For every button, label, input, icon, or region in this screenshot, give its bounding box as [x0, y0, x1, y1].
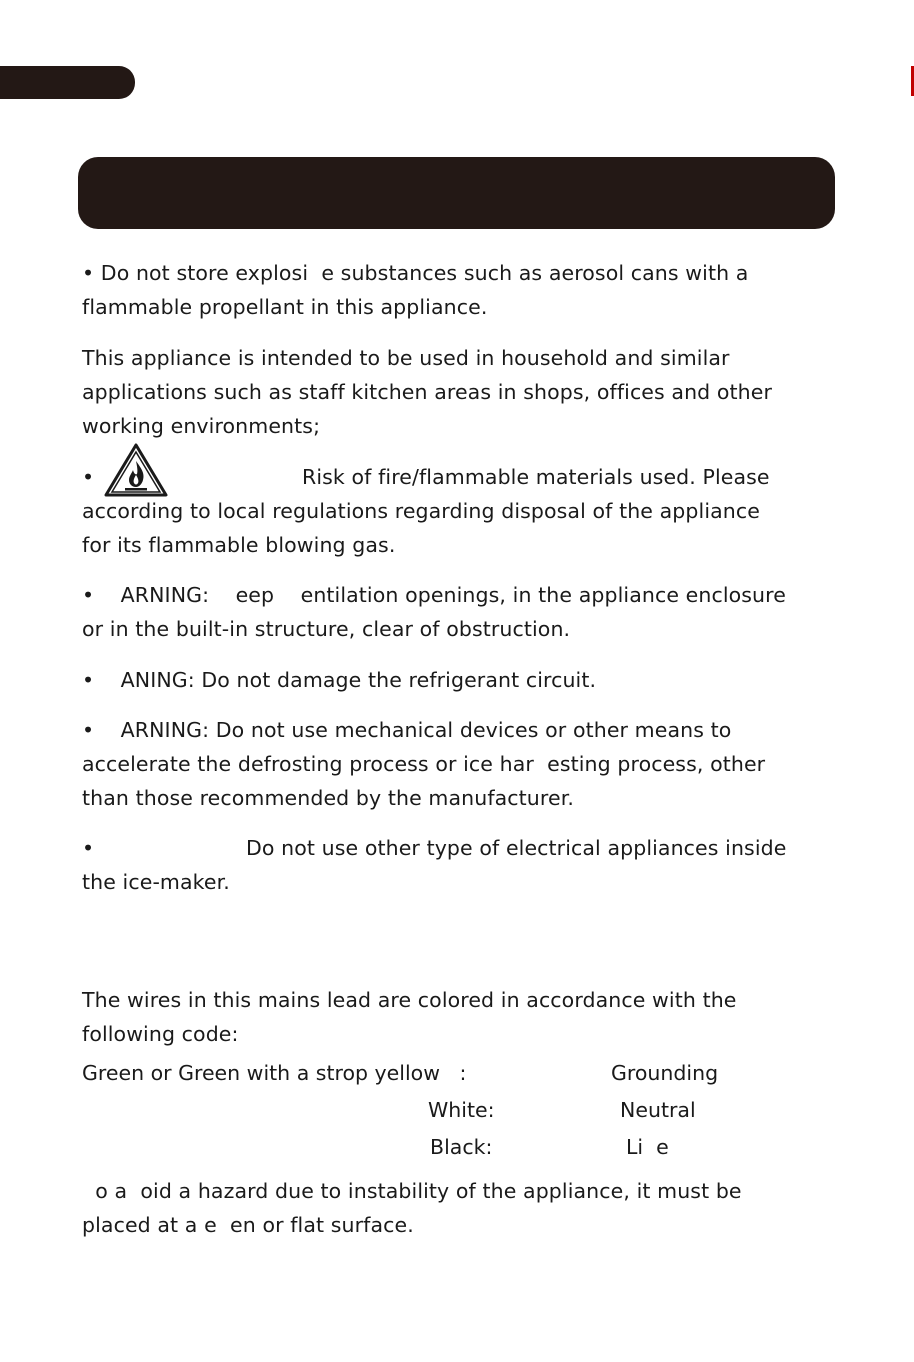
wire-green-label: Green or Green with a strop yellow : — [82, 1061, 467, 1085]
paragraph-line: • ANING: Do not damage the refrigerant circuit. — [82, 668, 597, 692]
paragraph-line: the ice-maker. — [82, 870, 230, 894]
paragraph-line: than those recommended by the manufacturer. — [82, 786, 574, 810]
paragraph-line: o a oid a hazard due to instability of the appliance, it must be — [82, 1179, 742, 1203]
paragraph-line: or in the built-in structure, clear of obstruction. — [82, 617, 571, 641]
paragraph-line: following code: — [82, 1022, 239, 1046]
wire-black-label: Black: — [430, 1135, 493, 1159]
flammable-warning-icon — [104, 443, 168, 497]
page-tab-marker — [0, 66, 135, 99]
paragraph-line: • ARNING: Do not use mechanical devices or other means to — [82, 718, 732, 742]
wire-black-value: Li e — [626, 1135, 669, 1159]
wire-green-value: Grounding — [611, 1061, 719, 1085]
paragraph-line: Risk of fire/flammable materials used. Please — [302, 465, 770, 489]
bullet: • — [82, 836, 95, 860]
paragraph-line: Do not use other type of electrical appliances inside — [246, 836, 787, 860]
wire-white-label: White: — [428, 1098, 495, 1122]
section-header-bar — [78, 157, 835, 229]
paragraph-line: The wires in this mains lead are colored in accordance with the — [82, 988, 737, 1012]
paragraph-line: for its flammable blowing gas. — [82, 533, 396, 557]
paragraph-line: placed at a e en or flat surface. — [82, 1213, 414, 1237]
paragraph-line: • ARNING: eep entilation openings, in the appliance enclosure — [82, 583, 786, 607]
paragraph-line: applications such as staff kitchen areas in shops, offices and other — [82, 380, 773, 404]
paragraph-line: accelerate the defrosting process or ice har esting process, other — [82, 752, 766, 776]
paragraph-line: working environments; — [82, 414, 321, 438]
paragraph-line: • Do not store explosi e substances such as aerosol cans with a — [82, 261, 749, 285]
wire-white-value: Neutral — [620, 1098, 696, 1122]
paragraph-line: according to local regulations regarding disposal of the appliance — [82, 499, 760, 523]
paragraph-line: flammable propellant in this appliance. — [82, 295, 488, 319]
paragraph-line: This appliance is intended to be used in household and similar — [82, 346, 730, 370]
bullet: • — [82, 465, 95, 489]
